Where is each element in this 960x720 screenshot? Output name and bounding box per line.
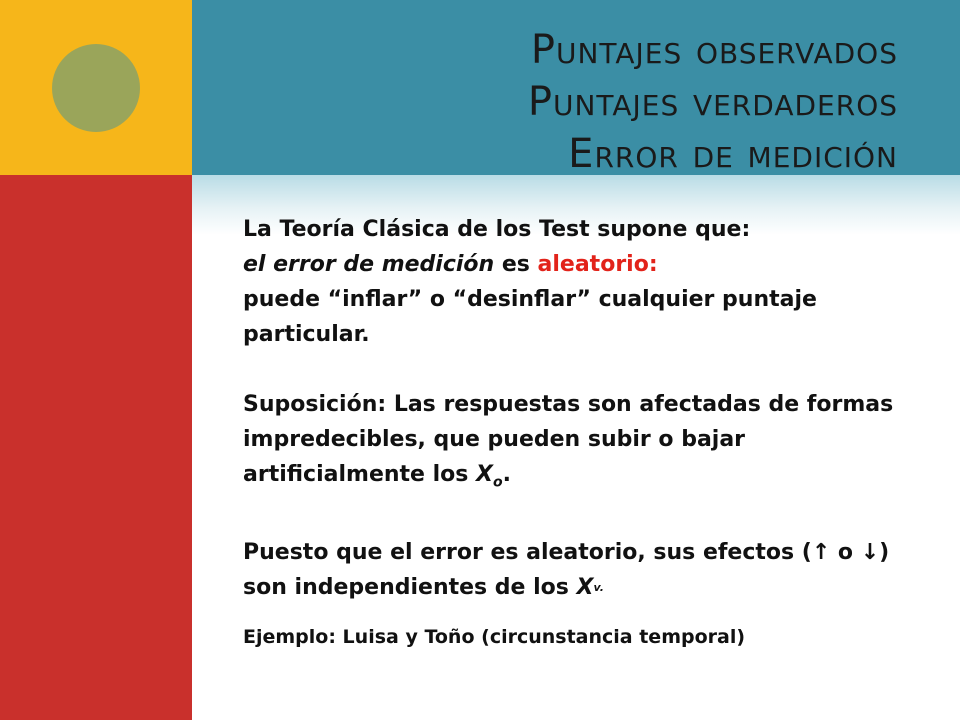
title-line-3: Error de medición [568, 131, 898, 177]
title-line-1: Puntajes observados [530, 27, 898, 73]
theory-inflate-line: puede “inflar” o “desinflar” cualquier puntaje particular. [243, 287, 817, 347]
paragraph-theory [243, 212, 933, 352]
independence-text: Puesto que el error es aleatorio, sus efectos (↑ o ↓) son independientes de los [243, 540, 890, 601]
theory-intro: La Teoría Clásica de los Test supone que: [243, 217, 751, 242]
independence-sup: v. [593, 581, 604, 595]
example-line: Ejemplo: Luisa y Toño (circunstancia temporal) [243, 626, 746, 649]
title-line-2: Puntajes verdaderos [527, 79, 898, 125]
spacer [243, 352, 933, 387]
independence-var: X [576, 575, 594, 601]
red-side-bar [0, 175, 192, 720]
paragraph-independence [243, 535, 933, 605]
supposition-sub: o [493, 474, 503, 491]
supposition-end: . [502, 462, 511, 487]
supposition-text: Suposición: Las respuestas son afectadas de formas impredecibles, que pueden subir o bajar artificialmente los [243, 392, 894, 487]
error-term: el error de medición [243, 252, 495, 277]
aleatorio-highlight: aleatorio: [537, 252, 658, 277]
slide-body [243, 212, 933, 651]
decorative-circle [52, 44, 140, 132]
theory-error-line [243, 247, 933, 282]
supposition-var: X [476, 462, 494, 487]
error-connector: es [494, 252, 538, 277]
slide-title [528, 24, 898, 180]
spacer [243, 500, 933, 535]
paragraph-supposition [243, 387, 933, 500]
